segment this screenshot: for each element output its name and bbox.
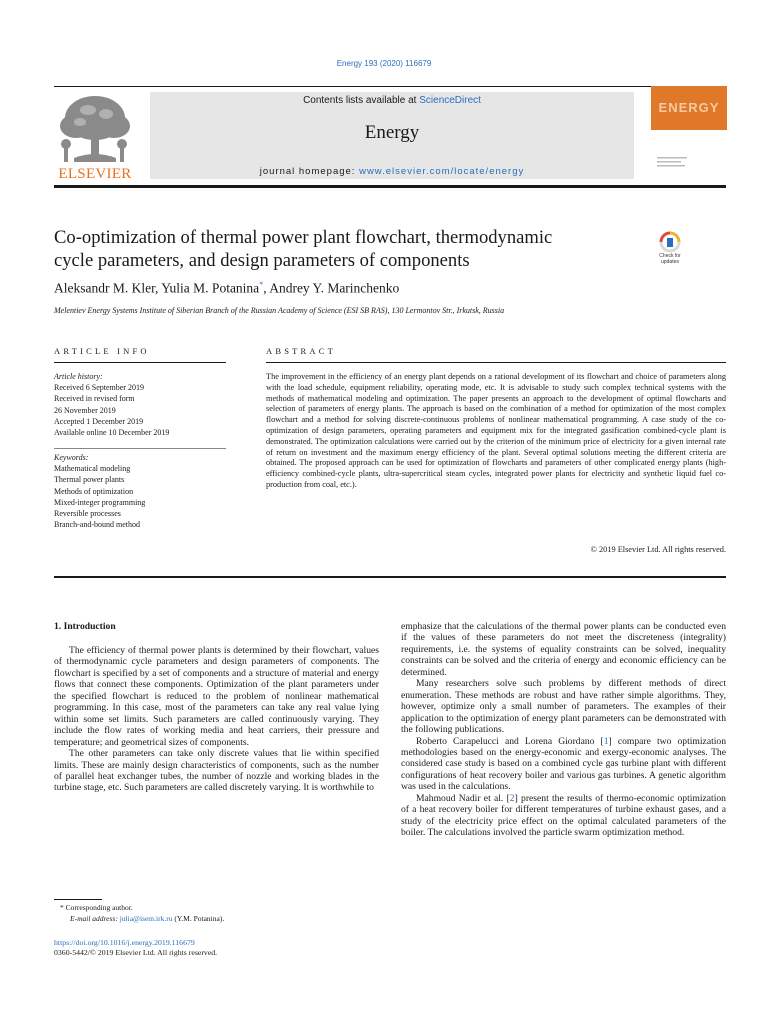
article-footer <box>54 938 217 958</box>
header-thick-rule <box>54 185 726 188</box>
body-paragraph: The other parameters can take only discrete values that lie within specified limits. These are mainly design characteristics of components, such as the number of parallel heat exchanger tubes, the number of nozzle and working blades in the turbine stage, etc. Such parameters are called discretely varying. It is worthwhile to <box>54 748 379 794</box>
body-paragraph: Mahmoud Nadir et al. [2] present the results of thermo-economic optimization of a heat recovery boiler for different temperatures of turbine exhaust gases, and a study of the electricity price effect on the optimal calculated parameters of the boiler. The calculations involved the particle swarm optimization method. <box>401 792 726 839</box>
issn-line: 0360-5442/© 2019 Elsevier Ltd. All rights reserved. <box>54 948 218 957</box>
keyword-item: Mathematical modeling <box>54 464 131 474</box>
keyword-item: Thermal power plants <box>54 475 125 485</box>
doi-link[interactable]: https://doi.org/10.1016/j.energy.2019.116679 <box>54 938 195 947</box>
abstract-copyright: © 2019 Elsevier Ltd. All rights reserved. <box>590 545 726 554</box>
body-right-column <box>401 621 726 839</box>
abstract-heading: ABSTRACT <box>266 346 336 356</box>
article-title: Co-optimization of thermal power plant flowchart, thermodynamic cycle parameters, and design parameters of components <box>54 227 553 271</box>
keyword-item: Branch-and-bound method <box>54 520 140 530</box>
affiliation: Melentiev Energy Systems Institute of Siberian Branch of the Russian Academy of Science (ESI SB RAS), 130 Lermontov Str., Irkutsk, Russia <box>54 306 505 315</box>
keyword-item: Methods of optimization <box>54 486 134 496</box>
footnote-rule <box>54 899 102 900</box>
journal-citation[interactable]: Energy 193 (2020) 116679 <box>336 59 432 68</box>
author-list: Aleksandr M. Kler, Yulia M. Potanina*, Andrey Y. Marinchenko <box>54 280 400 296</box>
author-email-link[interactable]: julia@isem.irk.ru <box>119 914 173 923</box>
elsevier-wordmark: ELSEVIER <box>58 166 132 182</box>
reference-link-2[interactable]: 2 <box>509 792 515 804</box>
journal-homepage-line: journal homepage: www.elsevier.com/locate/energy <box>259 166 525 177</box>
author-email-line: E-mail address: julia@isem.irk.ru (Y.M. Potanina). <box>70 914 225 923</box>
header-rule <box>54 86 726 87</box>
homepage-link[interactable]: www.elsevier.com/locate/energy <box>359 166 525 177</box>
history-item: Received 6 September 2019 <box>54 383 144 393</box>
history-item: Accepted 1 December 2019 <box>54 416 144 426</box>
abstract-rule <box>266 362 726 363</box>
keywords: Keywords: Mathematical modeling Thermal power plants Methods of optimization Mixed-integer programming Reversible processes Branch-and-bound method <box>54 452 226 530</box>
keyword-item: Reversible processes <box>54 509 121 519</box>
journal-name: Energy <box>364 122 420 143</box>
history-item: 26 November 2019 <box>54 405 116 415</box>
body-paragraph: Roberto Carapelucci and Lorena Giordano [1] compare two optimization methodologies based on the energy-economic and exergy-economic analyses. The considered case study is based on a combined cycle gas turbine plant with different configurations of heat recovery boiler and various gas turbines. A genetic algorithm was used in the calculations. <box>401 735 726 793</box>
abstract-bottom-rule <box>54 576 726 578</box>
article-info-heading: ARTICLE INFO <box>54 346 150 356</box>
keywords-rule <box>54 448 226 449</box>
check-for-updates-label: Check for updates <box>659 253 681 265</box>
article-history: Article history: Received 6 September 2019 Received in revised form 26 November 2019 Accepted 1 December 2019 Available online 10 December 2019 <box>54 371 226 438</box>
contents-available-line: Contents lists available at ScienceDirect <box>303 95 481 106</box>
corresponding-author-note: * Corresponding author. <box>60 903 133 912</box>
article-info-rule <box>54 362 226 363</box>
journal-masthead <box>150 92 634 179</box>
cover-title: ENERGY <box>658 100 720 115</box>
section-heading-introduction: 1. Introduction <box>54 621 116 632</box>
abstract-text: The improvement in the efficiency of an energy plant depends on a rational development of its flowchart and choice of parameters along with the load schedule, equipment reliability, operating mode, etc. It is advisable to study such complex technical systems with the methods of mathematical modeling and optimization. The paper presents an approach to the development of optimal flowcharts and selection of parameters of energy plants. The approach is based on the combination of a method for optimization of the most complex flowchart and a method for solving discrete-continuous problems of nonlinear mathematical programming. A case study of the co-optimization of design parameters, operating parameters and equipment mix for the integrated gasification combined-cycle plant is demonstrated. The optimization calculations were carried out by the criterion of the minimum price of electricity for a given internal rate of return on investment and the maximum energy efficiency of the plant. Several optimal solutions meeting the different criteria are obtained. The proposed approach can be used for optimization of flowcharts and parameters of other complicated energy plants (high-efficiency combined-cycle plants, ultra-supercritical steam cycles, integrated power plants for electricity and synthetic liquid fuel co-production from coal, etc.). <box>266 372 726 489</box>
corresponding-author-mark[interactable]: * <box>259 280 264 289</box>
body-paragraph: emphasize that the calculations of the thermal power plants can be conducted even if the values of these parameters do not meet the discreteness (integrality) requirements, i.e. the systems of equality constraints can be solved, inequality constraints can be solved and the criteria of energy and economic efficiency can be determined. <box>401 621 726 678</box>
body-left-column <box>54 645 379 794</box>
history-item: Received in revised form <box>54 394 135 404</box>
sciencedirect-link[interactable]: ScienceDirect <box>419 95 481 106</box>
body-paragraph: Many researchers solve such problems by different methods of direct enumeration. These methods are robust and have rather simple algorithms. They, however, optimize only a small number of parameters. The examples of their application to the optimization of energy plant parameters can be demonstrated with the following publications. <box>401 678 726 736</box>
cover-text-lines-icon <box>657 156 693 168</box>
keyword-item: Mixed-integer programming <box>54 497 146 507</box>
journal-cover-thumbnail[interactable] <box>651 86 727 178</box>
history-item: Available online 10 December 2019 <box>54 428 170 438</box>
body-paragraph: The efficiency of thermal power plants is determined by their flowchart, values of thermodynamic cycle parameters and design parameters of components. The flowchart is specified by a set of components and a structure of material and energy flows that connect these components. Optimization of the plant parameters under the specified flowchart is reduced to the problem of nonlinear mathematical programming. In this case, most of the parameters can take any real value lying within some set limits. Such parameters are called continuously varying. They include the flow rates of working media and heat carriers, their pressure and temperature; and geometrical sizes of components. <box>54 645 379 748</box>
reference-link-1[interactable]: 1 <box>603 735 609 747</box>
